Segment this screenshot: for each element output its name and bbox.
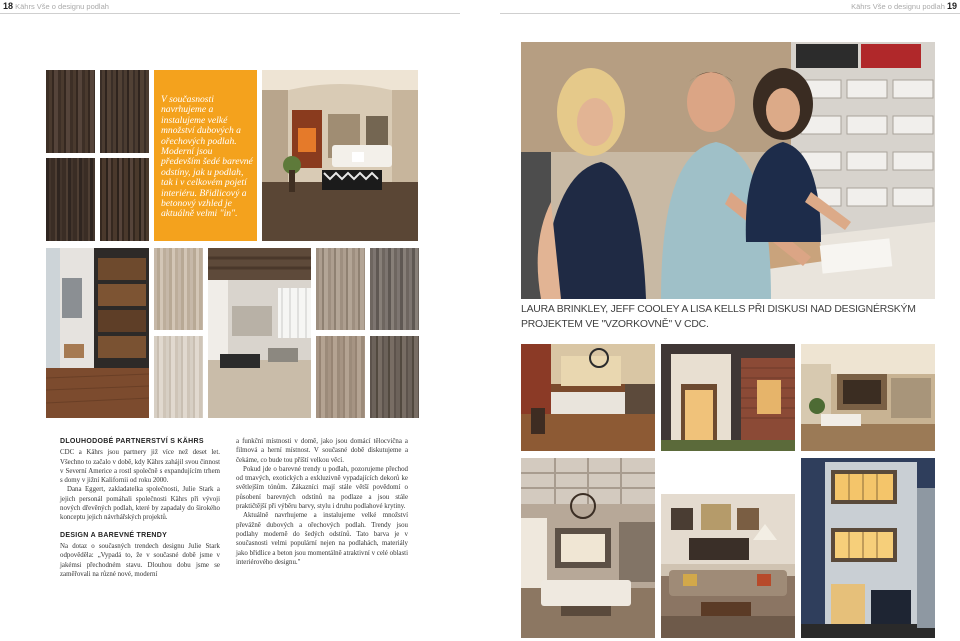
- section-heading-design-trends: DESIGN A BAREVNÉ TRENDY: [60, 531, 168, 539]
- left-page-number: 18: [3, 1, 14, 11]
- wood-swatch-smoked-1: [370, 248, 419, 330]
- article-column-right: [236, 437, 408, 567]
- article-paragraph-3: Na dotaz o současných trendech designu Julie Stark odpověděla: „Vypadá to, že v současné době jsme v jakémsi přechodném stavu. Dlouhou dobu jsme se zaměřovali na různé nové, moderní: [60, 542, 220, 578]
- great-room-image: [521, 458, 655, 638]
- grid-photo-kitchen: [521, 344, 655, 451]
- designer-quote-box: [154, 70, 257, 241]
- grid-photo-family-room: [661, 494, 795, 638]
- kitchen-image: [521, 344, 655, 451]
- grid-photo-great-room: [521, 458, 655, 638]
- wood-swatch-smoked-2: [370, 336, 419, 418]
- interior-photo-shelving-room: [46, 248, 149, 418]
- main-photo-design-discussion: [521, 42, 935, 299]
- design-team-image: [521, 42, 935, 299]
- article-paragraph-6: Aktuálně navrhujeme a instalujeme velké množství převážně dubových a ořechových podlah. Trendy jsou podlahy moderně do šedých odstínů. Tato barva je v současnosti velmi populární nejen na podlahách, materiály jako břidlice a beton jsou momentálně atraktivní v celé oblasti interiérového designu.": [236, 512, 408, 566]
- interior-photo-fireplace-living-room: [262, 70, 418, 241]
- wood-swatch-dark-oak-4: [100, 158, 149, 241]
- article-paragraph-1: CDC a Kährs jsou partnery již více než deset let. Všechno to začalo v době, kdy Kährs zahájil svou činnost v Severní Americe a rostl společně s expandujícím trhem s domy v jižní Kalifornii od roku 2000.: [60, 449, 220, 485]
- right-page-number: 19: [946, 1, 957, 11]
- modern-house-image: [801, 458, 935, 638]
- left-running-head: [3, 0, 109, 13]
- right-running-title: Kährs Vše o designu podlah: [851, 2, 945, 11]
- wood-swatch-dark-oak-3: [46, 158, 95, 241]
- shelving-room-image: [46, 248, 149, 418]
- wood-swatch-mid-grey-2: [316, 336, 365, 418]
- right-running-head: [851, 0, 957, 13]
- left-header-rule: [0, 13, 460, 14]
- designer-quote-text: V současnosti navrhujeme a instalujeme velké množství dubových a ořechových podlah. Moderní jsou především šedé barevné odstíny, jak u podlah, tak i v celkovém pojetí interiéru. Břidlicový a betonový vzhled je aktuálně velmi "in".: [161, 94, 253, 220]
- fireplace-room-image: [262, 70, 418, 241]
- wood-swatch-dark-oak-2: [100, 70, 149, 153]
- dining-room-image: [801, 344, 935, 451]
- wood-swatch-mid-grey-1: [316, 248, 365, 330]
- article-column-left: [60, 437, 220, 579]
- grid-photo-dining-room: [801, 344, 935, 451]
- left-running-title: Kährs Vše o designu podlah: [15, 2, 109, 11]
- article-paragraph-5: Pokud jde o barevné trendy u podlah, pozorujeme přechod od tmavých, exotických a exkluzivně vypadajících dekorů ke světlejším tónům. Zákazníci mají stále větší povědomí o působení barevných odstínů na podlaze a jsou stále praktičtější při výběru barvy, stylu i druhu podlahové krytiny.: [236, 465, 408, 511]
- wood-swatch-dark-oak-1: [46, 70, 95, 153]
- main-photo-caption: LAURA BRINKLEY, JEFF COOLEY A LISA KELLS PŘI DISKUSI NAD DESIGNÉRSKÝM PROJEKTEM VE "VZORKOVNĚ" V CDC.: [521, 304, 916, 330]
- wood-swatch-light-oak-2: [154, 336, 203, 418]
- wood-swatch-light-oak-1: [154, 248, 203, 330]
- interior-photo-open-plan-room: [208, 248, 311, 418]
- open-plan-room-image: [208, 248, 311, 418]
- article-paragraph-2: Dana Eggert, zakladatelka společnosti, Julie Stark a jejich personál pomáhali společnosti Kährs při vývoji nových dřevěných podlah, které by zapadaly do širokého konceptu jejich návrhářských projektů.: [60, 486, 220, 522]
- grid-photo-house-entrance: [661, 344, 795, 451]
- article-paragraph-4: a funkční místnosti v domě, jako jsou domácí tělocvična a filmová a herní místnost. V současné době diskutujeme a čekáme, co bude tou příští velkou věcí.: [236, 438, 408, 464]
- section-heading-partnership: DLOUHODOBÉ PARTNERSTVÍ S KÄHRS: [60, 438, 204, 445]
- family-room-image: [661, 494, 795, 638]
- grid-photo-modern-house-exterior: [801, 458, 935, 638]
- house-entrance-image: [661, 344, 795, 451]
- right-header-rule: [500, 13, 960, 14]
